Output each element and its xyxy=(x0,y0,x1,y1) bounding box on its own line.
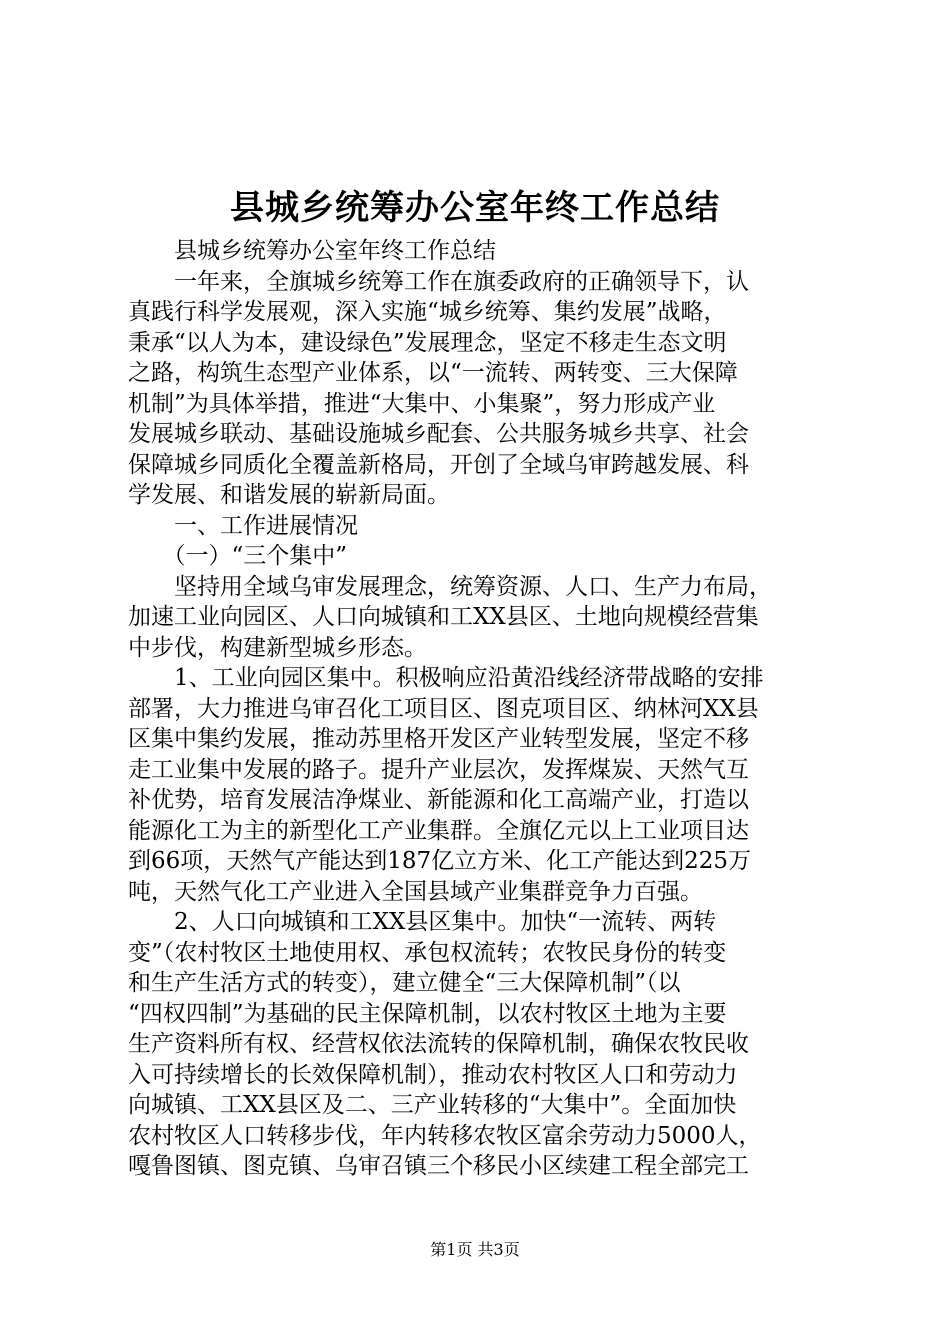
text-line: 区集中集约发展，推动苏里格开发区产业转型发展，坚定不移 xyxy=(128,726,749,752)
text-line: 之路，构筑生态型产业体系，以“一流转、两转变、三大保障 xyxy=(128,360,738,386)
text-line: 机制”为具体举措，推进“大集中、小集聚”，努力形成产业 xyxy=(128,390,716,417)
text-line: 秉承“以人为本，建设绿色”发展理念，坚定不移走生态文明 xyxy=(128,329,727,356)
text-line: 生产资料所有权、经营权依法流转的保障机制，确保农牧民收 xyxy=(128,1031,749,1057)
text-line: 部署，大力推进乌审召化工项目区、图克项目区、纳林河XX县 xyxy=(128,695,759,722)
text-line: 向城镇、工XX县区及二、三产业转移的“大集中”。全面加快 xyxy=(128,1092,737,1118)
text-line: 走工业集中发展的路子。提升产业层次，发挥煤炭、天然气互 xyxy=(128,756,749,783)
text-line: 能源化工为主的新型化工产业集群。全旗亿元以上工业项目达 xyxy=(128,817,749,844)
page-number-footer: 第1页 共3页 xyxy=(430,1240,520,1259)
text-line: 加速工业向园区、人口向城镇和工XX县区、土地向规模经营集 xyxy=(128,604,759,630)
text-line: 学发展、和谐发展的崭新局面。 xyxy=(128,482,450,508)
section-heading: 一、工作进展情况 xyxy=(128,512,358,539)
text-line: 一年来，全旗城乡统筹工作在旗委政府的正确领导下，认 xyxy=(128,268,749,295)
text-line: 发展城乡联动、基础设施城乡配套、公共服务城乡共享、社会 xyxy=(128,421,749,447)
text-line: 变”（农村牧区土地使用权、承包权流转；农牧民身份的转变 xyxy=(128,939,727,966)
text-line: 2、人口向城镇和工XX县区集中。加快“一流转、两转 xyxy=(128,909,717,935)
text-line: 真践行科学发展观，深入实施“城乡统筹、集约发展”战略， xyxy=(128,299,727,325)
text-line: 入可持续增长的长效保障机制），推动农村牧区人口和劳动力 xyxy=(128,1061,738,1088)
page-title: 县城乡统筹办公室年终工作总结 xyxy=(230,188,720,228)
text-line: 县城乡统筹办公室年终工作总结 xyxy=(128,238,496,264)
text-line: “四权四制”为基础的民主保障机制，以农村牧区土地为主要 xyxy=(128,1000,727,1027)
text-line: 1、工业向园区集中。积极响应沿黄沿线经济带战略的安排 xyxy=(128,665,764,691)
document-body xyxy=(128,236,830,1182)
text-line: 和生产生活方式的转变），建立健全“三大保障机制”（以 xyxy=(128,970,681,996)
text-line: 到66项，天然气产能达到187亿立方米、化工产能达到225万 xyxy=(128,848,752,874)
text-line: 吨，天然气化工产业进入全国县域产业集群竞争力百强。 xyxy=(128,878,703,905)
text-line: 保障城乡同质化全覆盖新格局，开创了全域乌审跨越发展、科 xyxy=(128,451,749,478)
text-line: 坚持用全域乌审发展理念，统筹资源、人口、生产力布局， xyxy=(128,573,772,600)
subsection-heading: （一）“三个集中” xyxy=(128,543,348,569)
text-line: 中步伐，构建新型城乡形态。 xyxy=(128,634,427,661)
text-line: 农村牧区人口转移步伐，年内转移农牧区富余劳动力5000人， xyxy=(128,1122,762,1149)
text-line: 嘎鲁图镇、图克镇、乌审召镇三个移民小区续建工程全部完工 xyxy=(128,1153,749,1179)
text-line: 补优势，培育发展洁净煤业、新能源和化工高端产业，打造以 xyxy=(128,787,749,813)
